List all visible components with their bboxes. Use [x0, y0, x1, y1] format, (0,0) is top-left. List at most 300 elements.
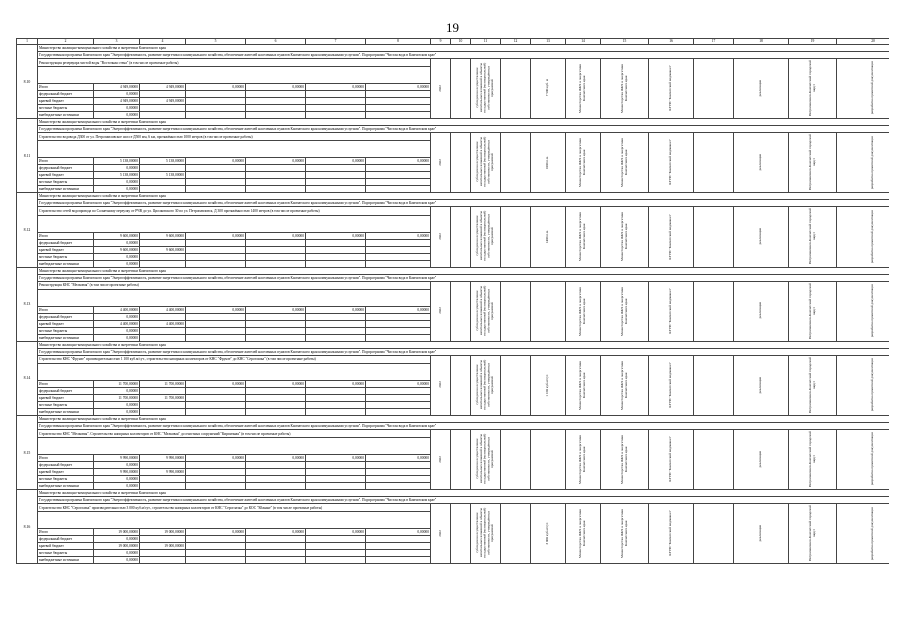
financing-year4: [306, 395, 366, 402]
empty-col17: [694, 355, 734, 415]
financing-year3: 0,00000: [246, 455, 306, 462]
financing-year3: 0,00000: [246, 232, 306, 239]
purpose-text: субсидии на осуществление капитальных вложений в объекты государственной (муниципальной) собственности, утверждённых программой: [475, 137, 495, 188]
financing-year4: [306, 320, 366, 327]
financing-year5: [366, 246, 431, 253]
financing-source: местные бюджеты: [38, 327, 94, 334]
financing-year4: [306, 334, 366, 341]
financing-total: 0,00000: [94, 105, 140, 112]
year-text: 2022: [437, 381, 442, 389]
financing-source: внебюджетные источники: [38, 483, 94, 490]
financing-year1: [140, 165, 186, 172]
financing-source: краевой бюджет: [38, 320, 94, 327]
financing-year1: [140, 253, 186, 260]
financing-year3: [246, 313, 306, 320]
capacity: [531, 207, 566, 267]
document-table-container: [16, 38, 889, 580]
financing-year2: [186, 543, 246, 550]
row-code: 8.11: [17, 119, 38, 193]
financing-year5: [366, 395, 431, 402]
capacity-text: 1400 п.м.: [545, 229, 550, 244]
responsible-agency-text: Министерство ЖКХ и энергетики Камчатского края: [578, 434, 586, 484]
column-number-cell: 20: [837, 39, 890, 45]
co-agency: [601, 59, 649, 119]
municipality: [789, 59, 837, 119]
note: [837, 59, 890, 119]
object-title: Реконструкция резервуара чистой воды "Восточная стена" (в том числе проектные работы): [38, 59, 431, 67]
capacity: [531, 133, 566, 193]
financing-year4: [306, 246, 366, 253]
financing-year5: [366, 557, 431, 564]
financing-total: 0,00000: [94, 313, 140, 320]
financing-year3: [246, 239, 306, 246]
customer-text: КГУП "Камчатский водоканал": [668, 287, 673, 334]
financing-year2: 0,00000: [186, 306, 246, 313]
block-ministry-row: [17, 416, 890, 423]
financing-year5: [366, 388, 431, 395]
object-title: Строительство КНС "Фрунзе" производительностью 1 100 куб.м/сут., строительство напорных коллекторов от КНС "Фрунзе" до КНС "Сероглазка" (в том числе проектные работы): [38, 355, 431, 363]
year-text: 2022: [437, 158, 442, 166]
column-number-cell: 3: [94, 39, 140, 45]
financing-year3: [246, 334, 306, 341]
financing-year5: [366, 239, 431, 246]
year: [431, 59, 451, 119]
column-number-cell: 11: [471, 39, 501, 45]
financing-year4: [306, 476, 366, 483]
program-name: Государственная программа Камчатского края "Энергоэффективность, развитие энергетики и коммунального хозяйства, обеспечение жителей населенных пунктов Камчатского края коммунальными услугами". Подпрограмма "Чистая вода в Камчатском крае": [38, 126, 890, 133]
financing-source: федеральный бюджет: [38, 165, 94, 172]
financing-source: местные бюджеты: [38, 476, 94, 483]
financing-total: 0,00000: [94, 536, 140, 543]
empty-col17: [694, 207, 734, 267]
financing-year3: [246, 536, 306, 543]
financing-year1: 4 400,00000: [140, 306, 186, 313]
row-code: 8.13: [17, 267, 38, 341]
financing-year1: [140, 327, 186, 334]
customer: [649, 430, 694, 490]
column-number-cell: 15: [601, 39, 649, 45]
note: [837, 430, 890, 490]
financing-year5: [366, 105, 431, 112]
financing-year5: [366, 179, 431, 186]
financing-source: федеральный бюджет: [38, 239, 94, 246]
ministry-name: Министерство жилищно-коммунального хозяйства и энергетики Камчатского края: [38, 341, 890, 348]
note-text: разработка проектной документации: [870, 209, 875, 263]
stage-text: реализация: [758, 376, 763, 393]
financing-total: 0,00000: [94, 165, 140, 172]
financing-source: Итого: [38, 306, 94, 313]
note-text: разработка проектной документации: [870, 432, 875, 486]
co-agency-text: Министерство ЖКХ и энергетики Камчатского края: [619, 211, 628, 261]
financing-year1: 4 949,00000: [140, 84, 186, 91]
financing-year5: 0,00000: [366, 232, 431, 239]
note-text: разработка проектной документации: [870, 61, 875, 115]
financing-year1: [140, 260, 186, 267]
year-text: 2022: [437, 84, 442, 92]
responsible-agency: [566, 59, 601, 119]
co-agency-text: Министерство ЖКХ и энергетики Камчатского края: [619, 434, 628, 484]
financing-year1: [140, 536, 186, 543]
purpose-text: субсидии на осуществление капитальных вложений в объекты государственной (муниципальной) собственности, утверждённых программой: [475, 62, 495, 114]
purpose: [471, 430, 501, 490]
financing-year4: [306, 172, 366, 179]
financing-total: 0,00000: [94, 462, 140, 469]
financing-year1: 5 138,00000: [140, 172, 186, 179]
financing-source: Итого: [38, 381, 94, 388]
financing-year3: [246, 476, 306, 483]
financing-source: Итого: [38, 529, 94, 536]
financing-source: краевой бюджет: [38, 395, 94, 402]
customer-text: КГУП "Камчатский водоканал": [668, 510, 673, 556]
responsible-agency: [566, 430, 601, 490]
program-name: Государственная программа Камчатского края "Энергоэффективность, развитие энергетики и коммунального хозяйства, обеспечение жителей населенных пунктов Камчатского края коммунальными услугами". Подпрограмма "Чистая вода в Камчатском крае": [38, 200, 890, 207]
block-ministry-row: [17, 193, 890, 200]
financing-source: внебюджетные источники: [38, 260, 94, 267]
financing-total: 0,00000: [94, 239, 140, 246]
year: [431, 133, 451, 193]
financing-total: 0,00000: [94, 334, 140, 341]
empty-col12: [501, 504, 531, 564]
object-title: Строительство водовода Д300 от ул. Петропавловское шоссе Д500 мм, 6 км, протяжённостью 1000 метров (в том числе проектные работы): [38, 133, 431, 141]
financing-year4: [306, 105, 366, 112]
financing-source: внебюджетные источники: [38, 112, 94, 119]
empty-col12: [501, 133, 531, 193]
capacity: [531, 355, 566, 415]
financing-total: 0,00000: [94, 179, 140, 186]
financing-source: местные бюджеты: [38, 402, 94, 409]
purpose: [471, 133, 501, 193]
financing-year5: [366, 334, 431, 341]
financing-year3: 0,00000: [246, 306, 306, 313]
financing-year4: [306, 112, 366, 119]
financing-source: Итого: [38, 455, 94, 462]
program-name: Государственная программа Камчатского края "Энергоэффективность, развитие энергетики и коммунального хозяйства, обеспечение жителей населенных пунктов Камчатского края коммунальными услугами". Подпрограмма "Чистая вода в Камчатском крае": [38, 423, 890, 430]
financing-total: 0,00000: [94, 186, 140, 193]
financing-year3: [246, 179, 306, 186]
row-code: 8.15: [17, 416, 38, 490]
financing-year2: [186, 409, 246, 416]
financing-source: внебюджетные источники: [38, 186, 94, 193]
program-name: Государственная программа Камчатского края "Энергоэффективность, развитие энергетики и коммунального хозяйства, обеспечение жителей населенных пунктов Камчатского края коммунальными услугами". Подпрограмма "Чистая вода в Камчатском крае": [38, 348, 890, 355]
note: [837, 281, 890, 341]
co-agency-text: Министерство ЖКХ и энергетики Камчатского края: [619, 508, 628, 558]
financing-source: федеральный бюджет: [38, 462, 94, 469]
financing-total: 9 600,00000: [94, 232, 140, 239]
stage-text: реализация: [758, 154, 763, 171]
co-agency-text: Министерство ЖКХ и энергетики Камчатского края: [619, 286, 628, 336]
financing-year3: [246, 112, 306, 119]
financing-year5: [366, 543, 431, 550]
financing-year4: [306, 557, 366, 564]
financing-year4: [306, 543, 366, 550]
empty-col17: [694, 281, 734, 341]
financing-year5: [366, 536, 431, 543]
financing-year2: 0,00000: [186, 232, 246, 239]
financing-year1: 11 700,00000: [140, 395, 186, 402]
financing-year2: [186, 239, 246, 246]
note-text: разработка проектной документации: [870, 506, 875, 560]
customer-text: КГУП "Камчатский водоканал": [668, 139, 673, 185]
financing-year2: [186, 172, 246, 179]
financing-year3: 0,00000: [246, 158, 306, 165]
financing-year3: [246, 91, 306, 98]
spacer-cell: [38, 438, 431, 455]
spacer-cell: [38, 364, 431, 381]
note-text: разработка проектной документации: [870, 135, 875, 189]
financing-year2: [186, 557, 246, 564]
empty-col10: [451, 281, 471, 341]
customer: [649, 59, 694, 119]
note: [837, 355, 890, 415]
financing-year2: [186, 327, 246, 334]
financing-source: местные бюджеты: [38, 550, 94, 557]
capacity-text: 1 100 куб.м/сут.: [545, 373, 550, 397]
co-agency-text: Министерство ЖКХ и энергетики Камчатского края: [619, 137, 628, 187]
financing-year5: [366, 98, 431, 105]
stage: [734, 207, 789, 267]
block-program-row: [17, 423, 890, 430]
object-title: Строительство КНС "Мелковая". Строительство напорных коллекторов от КНС "Мелковая" до очистных сооружений "Кирпичная" (в том числе проектные работы): [38, 430, 431, 438]
responsible-agency: [566, 133, 601, 193]
financing-total: 19 000,00000: [94, 529, 140, 536]
financing-total: 11 700,00000: [94, 395, 140, 402]
financing-year2: 0,00000: [186, 381, 246, 388]
financing-year4: [306, 327, 366, 334]
financing-year5: [366, 327, 431, 334]
financing-year1: 11 700,00000: [140, 381, 186, 388]
empty-col17: [694, 430, 734, 490]
purpose: [471, 59, 501, 119]
financing-year2: [186, 313, 246, 320]
column-number-cell: 18: [734, 39, 789, 45]
customer-text: КГУП "Камчатский водоканал": [668, 436, 673, 482]
financing-source: федеральный бюджет: [38, 536, 94, 543]
financing-year4: 0,00000: [306, 306, 366, 313]
column-number-cell: 6: [246, 39, 306, 45]
municipality: [789, 207, 837, 267]
financing-source: Итого: [38, 232, 94, 239]
program-name: Государственная программа Камчатского края "Энергоэффективность, развитие энергетики и коммунального хозяйства, обеспечение жителей населенных пунктов Камчатского края коммунальными услугами". Подпрограмма "Чистая вода в Камчатском крае": [38, 497, 890, 504]
financing-year2: [186, 550, 246, 557]
municipality-text: Петропавловск-Камчатский городской округ: [807, 282, 816, 339]
financing-source: краевой бюджет: [38, 172, 94, 179]
purpose-text: субсидии на осуществление капитальных вложений в объекты государственной (муниципальной) собственности, утверждённых программой: [475, 211, 495, 262]
financing-year5: [366, 253, 431, 260]
municipality: [789, 133, 837, 193]
financing-year1: [140, 105, 186, 112]
financing-total: 9 990,00000: [94, 469, 140, 476]
column-number-cell: 17: [694, 39, 734, 45]
purpose: [471, 504, 501, 564]
financing-year4: [306, 186, 366, 193]
financing-year1: [140, 313, 186, 320]
capacity-text: 1000 п.м.: [545, 155, 550, 169]
financing-year3: 0,00000: [246, 84, 306, 91]
financing-year2: [186, 462, 246, 469]
empty-col12: [501, 281, 531, 341]
note: [837, 504, 890, 564]
capacity: [531, 59, 566, 119]
co-agency: [601, 207, 649, 267]
financing-total: 5 138,00000: [94, 158, 140, 165]
financing-total: 4 949,00000: [94, 84, 140, 91]
block-ministry-row: [17, 267, 890, 274]
municipality-text: Петропавловск-Камчатский городской округ: [807, 505, 816, 562]
ministry-name: Министерство жилищно-коммунального хозяйства и энергетики Камчатского края: [38, 490, 890, 497]
municipality-text: Петропавловск-Камчатский городской округ: [807, 431, 816, 487]
responsible-agency: [566, 207, 601, 267]
financing-year5: [366, 172, 431, 179]
stage-text: реализация: [758, 525, 763, 542]
note-text: разработка проектной документации: [870, 284, 875, 338]
block-title-row: [17, 133, 890, 141]
financing-year1: 4 400,00000: [140, 320, 186, 327]
financing-year4: 0,00000: [306, 84, 366, 91]
financing-year2: 0,00000: [186, 158, 246, 165]
financing-year3: [246, 186, 306, 193]
financing-year2: [186, 105, 246, 112]
ministry-name: Министерство жилищно-коммунального хозяйства и энергетики Камчатского края: [38, 45, 890, 52]
financing-year4: [306, 179, 366, 186]
spacer-cell: [38, 67, 431, 84]
financing-year3: [246, 483, 306, 490]
municipality-text: Петропавловск-Камчатский городской округ: [807, 60, 816, 116]
financing-year3: [246, 469, 306, 476]
financing-year3: [246, 172, 306, 179]
empty-col12: [501, 207, 531, 267]
financing-year3: [246, 98, 306, 105]
block-title-row: [17, 430, 890, 438]
responsible-agency-text: Министерство ЖКХ и энергетики Камчатского края: [578, 360, 586, 410]
financing-year2: [186, 536, 246, 543]
block-program-row: [17, 52, 890, 59]
spacer-cell: [38, 215, 431, 232]
object-title: Реконструкция КНС "Мелковая" (в том числе проектные работы): [38, 281, 431, 289]
block-program-row: [17, 274, 890, 281]
responsible-agency-text: Министерство ЖКХ и энергетики Камчатского края: [578, 63, 586, 113]
financing-source: местные бюджеты: [38, 179, 94, 186]
financing-year5: 0,00000: [366, 158, 431, 165]
municipality-text: Петропавловск-Камчатский городской округ: [807, 208, 816, 265]
responsible-agency-text: Министерство ЖКХ и энергетики Камчатского края: [578, 211, 586, 261]
spacer-cell: [38, 289, 431, 306]
financing-year2: [186, 320, 246, 327]
financing-year5: 0,00000: [366, 306, 431, 313]
spacer-cell: [38, 141, 431, 158]
row-code: 8.14: [17, 341, 38, 415]
financing-year5: [366, 165, 431, 172]
financing-year1: [140, 409, 186, 416]
stage: [734, 355, 789, 415]
financing-year4: [306, 402, 366, 409]
financing-year4: 0,00000: [306, 232, 366, 239]
financing-year1: 9 990,00000: [140, 469, 186, 476]
financing-year1: 19 000,00000: [140, 543, 186, 550]
column-number-cell: 16: [649, 39, 694, 45]
year: [431, 430, 451, 490]
co-agency: [601, 133, 649, 193]
responsible-agency: [566, 281, 601, 341]
financing-year2: [186, 165, 246, 172]
financing-source: краевой бюджет: [38, 246, 94, 253]
financing-year2: [186, 260, 246, 267]
capacity-text: 7 500 куб. м: [545, 79, 550, 97]
purpose-text: субсидии на осуществление капитальных вложений в объекты государственной (муниципальной) собственности, утверждённых программой: [475, 285, 495, 336]
financing-total: 0,00000: [94, 550, 140, 557]
block-title-row: [17, 504, 890, 512]
empty-col10: [451, 504, 471, 564]
empty-col12: [501, 59, 531, 119]
year: [431, 355, 451, 415]
financing-year3: [246, 246, 306, 253]
municipality: [789, 281, 837, 341]
financing-year2: [186, 98, 246, 105]
financing-total: 9 990,00000: [94, 455, 140, 462]
object-title: Строительство КНС "Сероглазка" производительностью 3 000 куб.м/сут., строительство напорных коллекторов от КНС "Сероглазка" до КОС "Южные" (в том числе проектные работы): [38, 504, 431, 512]
financing-year3: [246, 320, 306, 327]
financing-year3: [246, 165, 306, 172]
financing-year1: [140, 112, 186, 119]
financing-year1: [140, 462, 186, 469]
customer: [649, 355, 694, 415]
municipality: [789, 430, 837, 490]
financing-year1: 4 949,00000: [140, 98, 186, 105]
year-text: 2022: [437, 529, 442, 537]
co-agency: [601, 430, 649, 490]
capacity: [531, 504, 566, 564]
financing-year2: [186, 91, 246, 98]
financing-year3: [246, 462, 306, 469]
spacer-cell: [38, 512, 431, 529]
financing-year4: 0,00000: [306, 158, 366, 165]
financing-year4: [306, 253, 366, 260]
financing-total: 19 000,00000: [94, 543, 140, 550]
responsible-agency-text: Министерство ЖКХ и энергетики Камчатского края: [578, 137, 586, 187]
co-agency-text: Министерство ЖКХ и энергетики Камчатского края: [619, 360, 628, 410]
financing-year4: 0,00000: [306, 455, 366, 462]
purpose-text: субсидии на осуществление капитальных вложений в объекты государственной (муниципальной) собственности, утверждённых программой: [475, 508, 495, 559]
column-number-cell: 7: [306, 39, 366, 45]
financing-year3: 0,00000: [246, 529, 306, 536]
financing-year2: [186, 395, 246, 402]
financing-year1: [140, 179, 186, 186]
co-agency-text: Министерство ЖКХ и энергетики Камчатского края: [619, 63, 628, 113]
financing-total: 9 600,00000: [94, 246, 140, 253]
financing-year4: [306, 462, 366, 469]
empty-col17: [694, 504, 734, 564]
capacity-text: 3 000 куб.м/сут.: [545, 521, 550, 545]
co-agency: [601, 355, 649, 415]
year: [431, 504, 451, 564]
financing-total: 0,00000: [94, 409, 140, 416]
financing-source: внебюджетные источники: [38, 334, 94, 341]
municipality: [789, 504, 837, 564]
financing-year5: [366, 483, 431, 490]
column-number-cell: 14: [566, 39, 601, 45]
financing-year5: [366, 260, 431, 267]
financing-year4: [306, 536, 366, 543]
financing-year2: [186, 186, 246, 193]
year-text: 2022: [437, 455, 442, 463]
financing-year5: [366, 91, 431, 98]
program-name: Государственная программа Камчатского края "Энергоэффективность, развитие энергетики и коммунального хозяйства, обеспечение жителей населенных пунктов Камчатского края коммунальными услугами". Подпрограмма "Чистая вода в Камчатском крае": [38, 274, 890, 281]
financing-year5: 0,00000: [366, 84, 431, 91]
block-title-row: [17, 355, 890, 363]
responsible-agency-text: Министерство ЖКХ и энергетики Камчатского края: [578, 508, 586, 558]
financing-source: Итого: [38, 158, 94, 165]
responsible-agency: [566, 355, 601, 415]
financing-year4: [306, 550, 366, 557]
